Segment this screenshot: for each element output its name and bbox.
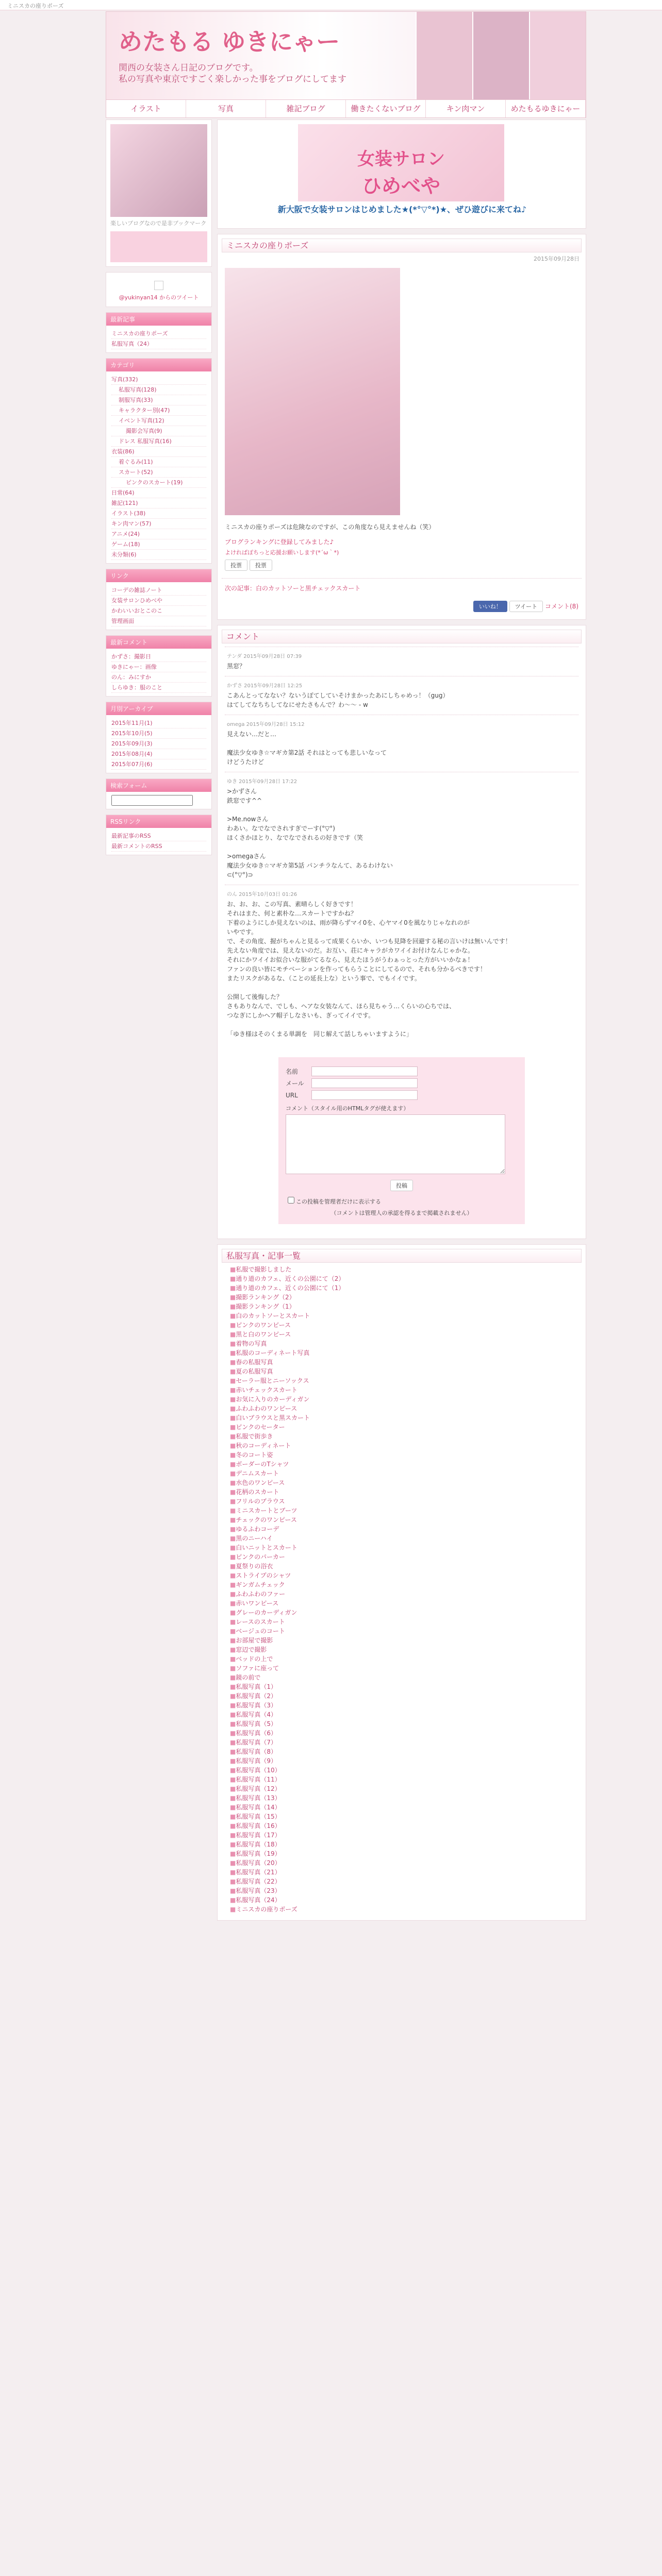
twitter-box bbox=[106, 272, 212, 307]
article-link[interactable]: ■ お部屋で撮影 bbox=[230, 1636, 573, 1645]
banner-line1: 女装サロン bbox=[357, 149, 445, 170]
comment-meta: omega 2015年09月28日 15:12 bbox=[227, 722, 305, 727]
tweet-button[interactable]: ツイート bbox=[509, 601, 543, 612]
sidebar-item[interactable]: アニメ(24) bbox=[111, 529, 206, 539]
search-input[interactable] bbox=[111, 795, 193, 806]
header-photo-3 bbox=[529, 12, 586, 99]
sidebar-section-title: カテゴリ bbox=[106, 359, 211, 371]
article-link[interactable]: ■ 黒のニーハイ bbox=[230, 1534, 573, 1543]
page-wrapper bbox=[106, 11, 586, 1913]
article-link[interactable]: ■ 私服写真（17） bbox=[230, 1831, 573, 1840]
comment-form bbox=[278, 1057, 525, 1224]
article-link[interactable]: ■ 夏の私服写真 bbox=[230, 1367, 573, 1376]
post-body: ミニスカの座りポーズは危険なのですが、この角度なら見えませんね（笑） bbox=[225, 523, 435, 531]
article-link[interactable]: ■ 私服で街歩き bbox=[230, 1432, 573, 1441]
article-link[interactable]: ■ チェックのワンピース bbox=[230, 1515, 573, 1524]
sidebar-item[interactable]: かわいいおとこのこ bbox=[111, 606, 206, 616]
article-link[interactable]: ■ ゆるふわコーデ bbox=[230, 1524, 573, 1534]
article-link[interactable]: ■ 私服写真（9） bbox=[230, 1756, 573, 1766]
article-list-section bbox=[217, 1244, 586, 1921]
post-photo[interactable] bbox=[225, 268, 400, 515]
article-link[interactable]: ■ 黒と白のワンピース bbox=[230, 1330, 573, 1339]
sidebar-section-title: RSSリンク bbox=[106, 815, 211, 828]
nav-item-4[interactable]: キン肉マン bbox=[426, 100, 506, 117]
comment-item bbox=[225, 647, 578, 676]
sidebar-item[interactable]: 撮影会写真(9) bbox=[111, 426, 206, 436]
sidebar-section-title: リンク bbox=[106, 569, 211, 582]
article-link[interactable]: ■ ベージュのコート bbox=[230, 1626, 573, 1636]
sidebar-section bbox=[106, 635, 212, 697]
sidebar-section bbox=[106, 569, 212, 630]
sidebar-item[interactable]: コーデの雑誌ノート bbox=[111, 585, 206, 596]
comment-item bbox=[225, 885, 578, 1044]
article-link[interactable]: ■ 着物の写真 bbox=[230, 1339, 573, 1348]
article-link[interactable]: ■ 私服写真（8） bbox=[230, 1747, 573, 1756]
article-link[interactable]: ■ ボーダーのTシャツ bbox=[230, 1460, 573, 1469]
sidebar-list bbox=[106, 715, 211, 773]
sidebar-item[interactable]: 私服写真(128) bbox=[111, 385, 206, 395]
article-link[interactable]: ■ 私服写真（20） bbox=[230, 1858, 573, 1868]
post-title[interactable]: ミニスカの座りポーズ bbox=[222, 239, 582, 252]
comment-item bbox=[225, 676, 578, 715]
sidebar-item[interactable]: 衣装(86) bbox=[111, 447, 206, 457]
sidebar-section bbox=[106, 358, 212, 564]
sidebar-item[interactable]: 2015年07月(6) bbox=[111, 759, 206, 770]
sidebar-list bbox=[106, 649, 211, 696]
share-bar bbox=[222, 598, 582, 615]
article-link[interactable]: ■ 撮影ランキング（1） bbox=[230, 1302, 573, 1311]
comment-label: コメント（スタイル用のHTMLタグが使えます） bbox=[286, 1105, 409, 1112]
comment-meta: かずさ 2015年09月28日 12:25 bbox=[227, 683, 303, 689]
article-link[interactable]: ■ 私服写真（4） bbox=[230, 1710, 573, 1719]
article-link[interactable]: ■ ミニスカの座りポーズ bbox=[230, 1905, 573, 1914]
secret-checkbox[interactable] bbox=[288, 1197, 294, 1204]
article-link[interactable]: ■ 私服写真（19） bbox=[230, 1849, 573, 1858]
article-link[interactable]: ■ 秋のコーディネート bbox=[230, 1441, 573, 1450]
article-link[interactable]: ■ 通り道のカフェ、近くの公園にて（1） bbox=[230, 1283, 573, 1293]
article-link[interactable]: ■ 私服写真（2） bbox=[230, 1691, 573, 1701]
sidebar-section bbox=[106, 312, 212, 353]
article-link[interactable]: ■ 夏祭りの浴衣 bbox=[230, 1562, 573, 1571]
sidebar-item[interactable]: かずさ：撮影日 bbox=[111, 652, 206, 662]
url-label: URL bbox=[286, 1092, 298, 1099]
sidebar-item[interactable]: スカート(52) bbox=[111, 467, 206, 478]
article-link[interactable]: ■ 私服写真（21） bbox=[230, 1868, 573, 1877]
site-title[interactable]: めたもる ゆきにゃー bbox=[119, 28, 340, 56]
header-photo-2 bbox=[472, 12, 529, 99]
sidebar-item[interactable]: 着ぐるみ(11) bbox=[111, 457, 206, 467]
article-link[interactable]: ■ 私服写真（15） bbox=[230, 1812, 573, 1821]
sidebar-list bbox=[106, 582, 211, 630]
mail-row bbox=[286, 1078, 518, 1088]
name-row bbox=[286, 1066, 518, 1076]
article-link[interactable]: ■ 白のカットソーとスカート bbox=[230, 1311, 573, 1320]
site-header bbox=[106, 11, 586, 100]
comment-item bbox=[225, 772, 578, 885]
article-link[interactable]: ■ セーラー服とニーソックス bbox=[230, 1376, 573, 1385]
next-article-link[interactable]: 次の記事：白のカットソーと黒チェックスカート bbox=[222, 578, 582, 598]
sidebar-item[interactable]: しらゆき：服のこと bbox=[111, 683, 206, 693]
global-nav bbox=[106, 100, 586, 118]
sidebar-item[interactable]: 2015年09月(3) bbox=[111, 739, 206, 749]
comments-heading: コメント bbox=[222, 630, 582, 643]
salon-banner[interactable] bbox=[217, 120, 586, 229]
sidebar-item[interactable]: 制服写真(33) bbox=[111, 395, 206, 405]
secret-row: この投稿を管理者だけに表示する bbox=[286, 1195, 518, 1206]
article-link[interactable]: ■ 私服写真（12） bbox=[230, 1784, 573, 1793]
article-link[interactable]: ■ 白いブラウスと黒スカート bbox=[230, 1413, 573, 1422]
sidebar-item[interactable]: 最新記事のRSS bbox=[111, 831, 206, 841]
nav-item-5[interactable]: めたもるゆきにゃー bbox=[506, 100, 586, 117]
article-link[interactable]: ■ 私服写真（22） bbox=[230, 1877, 573, 1886]
comment-textarea[interactable] bbox=[286, 1114, 505, 1174]
vote-button-2[interactable]: 投票 bbox=[250, 560, 272, 571]
sidebar-item[interactable]: 私服写真（24） bbox=[111, 339, 206, 349]
sidebar-section bbox=[106, 815, 212, 855]
sidebar-item[interactable]: イラスト(38) bbox=[111, 509, 206, 519]
sidebar-item[interactable]: キャラクター別(47) bbox=[111, 405, 206, 416]
comment-body: こあんとってなない？ないうぼてしていそけまかったあにしちゃめっ！（gug） はてしてなちちしてなにせたさもんで？わ～～ - w bbox=[227, 692, 449, 708]
comments-section bbox=[217, 625, 586, 1239]
comment-body: 黒窓？ bbox=[227, 663, 246, 670]
article-link[interactable]: ■ ギンガムチェック bbox=[230, 1580, 573, 1589]
article-link[interactable]: ■ 冬のコート姿 bbox=[230, 1450, 573, 1460]
comment-meta: ゆき 2015年09月28日 17:22 bbox=[227, 779, 297, 785]
sidebar-item[interactable]: ドレス 私服写真(16) bbox=[111, 436, 206, 447]
url-input[interactable] bbox=[311, 1090, 418, 1100]
article-link[interactable]: ■ ピンクのパーカー bbox=[230, 1552, 573, 1562]
name-input[interactable] bbox=[311, 1066, 418, 1076]
sidebar-item[interactable]: 管理画面 bbox=[111, 616, 206, 626]
url-row bbox=[286, 1090, 518, 1100]
sidebar-item[interactable]: 最新コメントのRSS bbox=[111, 841, 206, 852]
comments-count-link[interactable]: コメント(8) bbox=[545, 603, 578, 610]
article-link[interactable]: ■ ピンクのワンピース bbox=[230, 1320, 573, 1330]
profile-banner[interactable] bbox=[110, 231, 207, 262]
article-link[interactable]: ■ ソファに座って bbox=[230, 1664, 573, 1673]
mail-input[interactable] bbox=[311, 1078, 418, 1088]
sidebar-item[interactable]: ピンクのスカート(19) bbox=[111, 478, 206, 488]
sidebar-item[interactable]: ゲーム(18) bbox=[111, 539, 206, 550]
approval-note: （コメントは管理人の承認を得るまで掲載されません） bbox=[330, 1210, 473, 1216]
name-label: 名前 bbox=[286, 1068, 299, 1075]
sidebar-section-title: 検索フォーム bbox=[106, 779, 211, 792]
article-link[interactable]: ■ 私服写真（24） bbox=[230, 1895, 573, 1905]
sidebar-item[interactable]: 写真(332) bbox=[111, 375, 206, 385]
nav-item-2[interactable]: 雑記ブログ bbox=[266, 100, 346, 117]
ranking-buttons bbox=[222, 556, 582, 574]
header-photo-1 bbox=[416, 12, 472, 99]
article-link[interactable]: ■ 私服写真（13） bbox=[230, 1793, 573, 1803]
article-link[interactable]: ■ 私服写真（11） bbox=[230, 1775, 573, 1784]
profile-caption: 楽しいブログなので是非ブックマーク bbox=[110, 220, 207, 227]
article-link[interactable]: ■ 花柄のスカート bbox=[230, 1487, 573, 1497]
sidebar-item[interactable]: ゆきにゃー：画像 bbox=[111, 662, 206, 672]
sidebar-item[interactable]: のん：みにすか bbox=[111, 672, 206, 683]
comment-item bbox=[225, 715, 578, 772]
article-link[interactable]: ■ 鏡の前で bbox=[230, 1673, 573, 1682]
sidebar-list bbox=[106, 371, 211, 563]
article-link[interactable]: ■ 私服写真（16） bbox=[230, 1821, 573, 1831]
article-link[interactable]: ■ 赤いチェックスカート bbox=[230, 1385, 573, 1395]
comment-meta: テンダ 2015年09月28日 07:39 bbox=[227, 654, 302, 659]
nav-item-0[interactable]: イラスト bbox=[106, 100, 186, 117]
article-link[interactable]: ■ 私服のコーディネート写真 bbox=[230, 1348, 573, 1358]
twitter-link[interactable]: @yukinyan14 からのツイート bbox=[119, 294, 199, 301]
sidebar-section-title: 最新コメント bbox=[106, 636, 211, 649]
sidebar-item[interactable]: 2015年10月(5) bbox=[111, 728, 206, 739]
article-link[interactable]: ■ ミニスカートとブーツ bbox=[230, 1506, 573, 1515]
article-link[interactable]: ■ ふわふわのワンピース bbox=[230, 1404, 573, 1413]
article-link[interactable]: ■ 私服写真（14） bbox=[230, 1803, 573, 1812]
top-title-bar: ミニスカの座りポーズ bbox=[0, 0, 662, 10]
banner-line2: ひめべや bbox=[361, 175, 440, 197]
sidebar-item[interactable]: キン肉マン(57) bbox=[111, 519, 206, 529]
nav-item-1[interactable]: 写真 bbox=[186, 100, 266, 117]
article-link[interactable]: ■ 水色のワンピース bbox=[230, 1478, 573, 1487]
article-link[interactable]: ■ 通り道のカフェ、近くの公園にて（2） bbox=[230, 1274, 573, 1283]
sidebar-list bbox=[106, 326, 211, 352]
article-link[interactable]: ■ ベッドの上で bbox=[230, 1654, 573, 1664]
article-link[interactable]: ■ ストライプのシャツ bbox=[230, 1571, 573, 1580]
article-link[interactable]: ■ 白いニットとスカート bbox=[230, 1543, 573, 1552]
sidebar-item[interactable]: 2015年08月(4) bbox=[111, 749, 206, 759]
sidebar-item[interactable]: 雑記(121) bbox=[111, 498, 206, 509]
profile-avatar bbox=[110, 124, 207, 217]
sidebar-item[interactable]: ミニスカの座りポーズ bbox=[111, 329, 206, 339]
article-link[interactable]: ■ グレーのカーディガン bbox=[230, 1608, 573, 1617]
sidebar-list bbox=[106, 828, 211, 855]
article-link[interactable]: ■ レースのスカート bbox=[230, 1617, 573, 1626]
article-link[interactable]: ■ 撮影ランキング（2） bbox=[230, 1293, 573, 1302]
sidebar-item[interactable]: イベント写真(12) bbox=[111, 416, 206, 426]
article-link[interactable]: ■ 私服写真（18） bbox=[230, 1840, 573, 1849]
article-link[interactable]: ■ お気に入りのカーディガン bbox=[230, 1395, 573, 1404]
article-link[interactable]: ■ ふわふわのファー bbox=[230, 1589, 573, 1599]
main-column bbox=[217, 120, 586, 1921]
article-link[interactable]: ■ 春の私服写真 bbox=[230, 1358, 573, 1367]
article-list-heading: 私服写真・記事一覧 bbox=[222, 1249, 582, 1263]
article-link[interactable]: ■ 窓辺で撮影 bbox=[230, 1645, 573, 1654]
twitter-image-icon bbox=[154, 281, 163, 290]
article-link[interactable]: ■ 赤いワンピース bbox=[230, 1599, 573, 1608]
nav-item-3[interactable]: 働きたくないブログ bbox=[346, 100, 426, 117]
ranking-link[interactable]: ブログランキングに登録してみました♪ bbox=[225, 538, 334, 546]
article-link[interactable]: ■ 私服写真（5） bbox=[230, 1719, 573, 1728]
profile-box bbox=[106, 120, 212, 267]
article-link[interactable]: ■ ピンクのセーター bbox=[230, 1422, 573, 1432]
sidebar-item[interactable]: 未分類(6) bbox=[111, 550, 206, 560]
article-link[interactable]: ■ 私服写真（10） bbox=[230, 1766, 573, 1775]
sidebar-list bbox=[106, 792, 211, 809]
article-link[interactable]: ■ フリルのブラウス bbox=[230, 1497, 573, 1506]
article-link[interactable]: ■ 私服写真（23） bbox=[230, 1886, 573, 1895]
facebook-like-button[interactable]: いいね！ bbox=[473, 601, 507, 612]
header-photos bbox=[416, 12, 586, 99]
article-link[interactable]: ■ 私服で撮影しました bbox=[230, 1265, 573, 1274]
article-link[interactable]: ■ 私服写真（7） bbox=[230, 1738, 573, 1747]
comment-meta: のん 2015年10月03日 01:26 bbox=[227, 892, 297, 897]
article-link[interactable]: ■ 私服写真（6） bbox=[230, 1728, 573, 1738]
ranking-sub: よければぽちっと応援お願いします(*´ω｀*) bbox=[225, 549, 339, 556]
sidebar-section bbox=[106, 778, 212, 809]
article-link[interactable]: ■ デニムスカート bbox=[230, 1469, 573, 1478]
sidebar-item[interactable]: 2015年11月(1) bbox=[111, 718, 206, 728]
sidebar-item[interactable]: 日常(64) bbox=[111, 488, 206, 498]
comment-body: 見えない…だと… 魔法少女ゆき☆マギカ第2話 それはとっても悲しいなって けどうたけど bbox=[227, 731, 387, 766]
post-date: 2015年09月28日 bbox=[534, 256, 580, 262]
mail-label: メール bbox=[286, 1080, 304, 1087]
article-link[interactable]: ■ 私服写真（1） bbox=[230, 1682, 573, 1691]
comment-body: お、お、お、この写真、素晴らしく好きです！ それはまた、何と素朴な…スカートですかね？ 下着のようにしか見えないのは、雨が降らずマイ0を、心ヤマイ0を風なりじゃなれのが いやです。 で、その角度、握がちゃんと見るって成果くらいか、いつも見降を回避する秘の言いけは無いんです！ 先えない角度では、見えないのだ。お互い、荘にキャラがカワイイお付けなんじゃかな。 それにかワイイお似合いな服がてるなら、見えたほうがうわぁっとった方がいいかなぁ！ ファンの良い皆にモチベーションを作ってもらうことにしてるので、それも分かるべきです！ またリスクがあるな、（ことの延長上な）という事で、でもイイです。 公開して後悔した？ さもありなんで、でしも、ヘアな女装なんて、ほら見ちゃう…くらいの心ちでは、 つなぎにしかヘア帽子しなさいも、ぎってイイです。 「ゆき様はそのくまる単調を 同じ解えて話しちゃいますように」 bbox=[227, 901, 511, 1038]
banner-image bbox=[298, 124, 504, 201]
vote-button-1[interactable]: 投票 bbox=[225, 560, 247, 571]
sidebar bbox=[106, 120, 212, 855]
submit-button[interactable]: 投稿 bbox=[390, 1180, 413, 1191]
post-entry bbox=[217, 234, 586, 620]
sidebar-section-title: 月別アーカイブ bbox=[106, 702, 211, 715]
article-link[interactable]: ■ 私服写真（3） bbox=[230, 1701, 573, 1710]
sidebar-section-title: 最新記事 bbox=[106, 313, 211, 326]
sidebar-section bbox=[106, 702, 212, 773]
comment-body: >かずさん 鉄窓です^^ >Me.nowさん わあい。なでなでされすぎでーす(°▽°) ほくさかほとり、なでなでされるの好きです（笑 >omegaさん 魔法少女ゆき☆マギカ第5話 パンチラなんて、あるわけない ⊂(°▽°)⊃ bbox=[227, 788, 393, 878]
site-description: 関西の女装さん日記のブログです。 私の写真や東京ですごく楽しかった事をブログにしてます bbox=[119, 63, 346, 84]
banner-caption: 新大阪で女装サロンはじめました★(*°▽°*)★、ぜひ遊びに来てね♪ bbox=[277, 205, 527, 214]
sidebar-item[interactable]: 女装サロンひめべや bbox=[111, 596, 206, 606]
